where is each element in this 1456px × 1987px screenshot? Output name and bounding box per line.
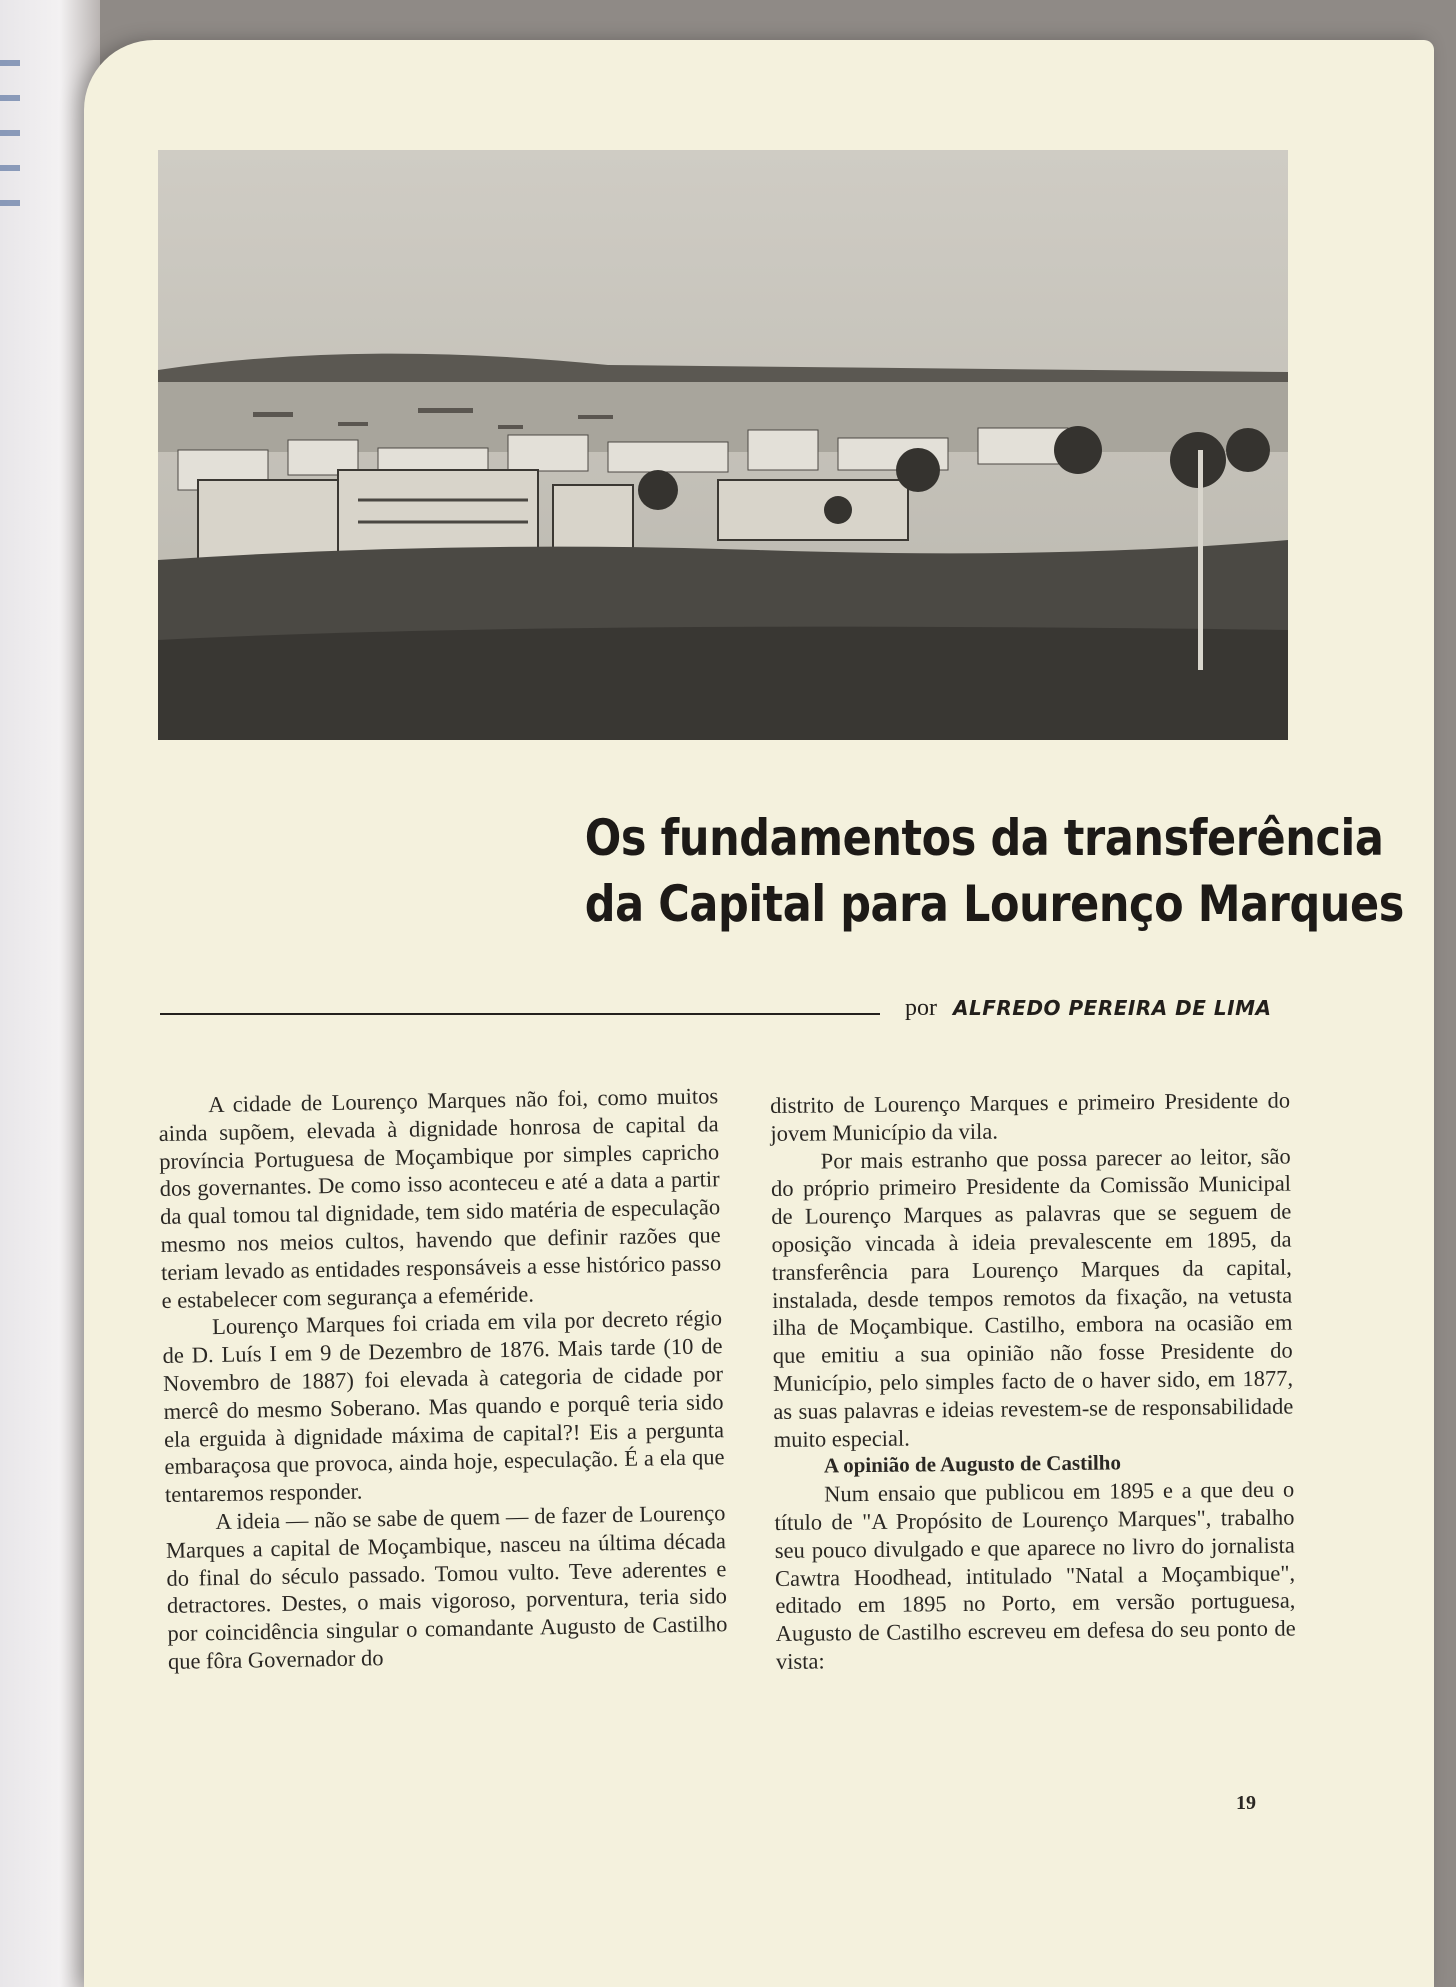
byline-prefix: por	[905, 995, 937, 1021]
author-name: ALFREDO PEREIRA DE LIMA	[953, 996, 1272, 1020]
article-title	[584, 805, 1404, 937]
paragraph: Num ensaio que publicou em 1895 e a que deu o título de "A Propósito de Lourenço Marques", trabalho seu pouco divulgado e que aparece no livro do jornalista Cawtra Hoodhead, intitulado "Natal a Moçambique", editado em 1895 no Porto, em versão portuguesa, Augusto de Castilho escreveu em defesa do seu ponto de vista:	[774, 1476, 1296, 1674]
paragraph: Lourenço Marques foi criada em vila por decreto régio de D. Luís I em 9 de Dezembro de 1876. Mais tarde (10 de Novembro de 1887) foi elevada à categoria de cidade por mercê do mesmo Soberano. Mas quando e porquê teria sido ela erguida à dignidade máxima de capital?! Eis a pergunta embaraçosa que provoca, ainda hoje, especulação. É a ela que tentaremos responder.	[162, 1305, 725, 1508]
title-line-2: da Capital para Lourenço Marques	[584, 875, 1404, 933]
paragraph: A ideia — não se sabe de quem — de fazer de Lourenço Marques a capital de Moçambique, nasceu na última década do final do século passado. Tomou vulto. Teve aderentes e detractores. Destes, o mais vigoroso, porventura, teria sido por coincidência singular o comandante Augusto de Castilho que fôra Governador do	[165, 1500, 728, 1674]
byline	[905, 995, 1295, 1022]
title-divider	[160, 1013, 880, 1015]
article-column-right	[770, 1087, 1296, 1676]
harbour-photograph	[158, 150, 1288, 740]
harbour-photo-illustration	[158, 150, 1288, 740]
paragraph: Por mais estranho que possa parecer ao leitor, são do próprio primeiro Presidente da Comissão Municipal de Lourenço Marques as palavras que se seguem de oposição vincada à ideia prevalescente em 1895, da transferência para Lourenço Marques da capital, instalada, desde tempos remotos da fixação, na vetusta ilha de Moçambique. Castilho, embora na ocasião em que emitiu a sua opinião não fosse Presidente do Município, pelo simples facto de o haver sido, em 1877, as suas palavras e ideias revestem-se de responsabilidade muito especial.	[770, 1143, 1294, 1452]
paragraph: distrito de Lourenço Marques e primeiro Presidente do jovem Município da vila.	[770, 1087, 1291, 1146]
article-column-left	[158, 1082, 728, 1675]
title-line-1: Os fundamentos da transferência	[584, 809, 1384, 867]
section-subheading: A opinião de Augusto de Castilho	[823, 1450, 1122, 1478]
page-number: 19	[1236, 1792, 1256, 1814]
paragraph: A cidade de Lourenço Marques não foi, como muitos ainda supõem, elevada à dignidade honrosa de capital da província Portuguesa de Moçambique por simples capricho dos governantes. De como isso aconteceu e até a data a partir da qual tomou tal dignidade, tem sido matéria de especulação mesmo nos meios cultos, havendo que definir razões que teriam levado as entidades responsáveis a esse histórico passo e estabelecer com segurança a efeméride.	[158, 1083, 722, 1313]
